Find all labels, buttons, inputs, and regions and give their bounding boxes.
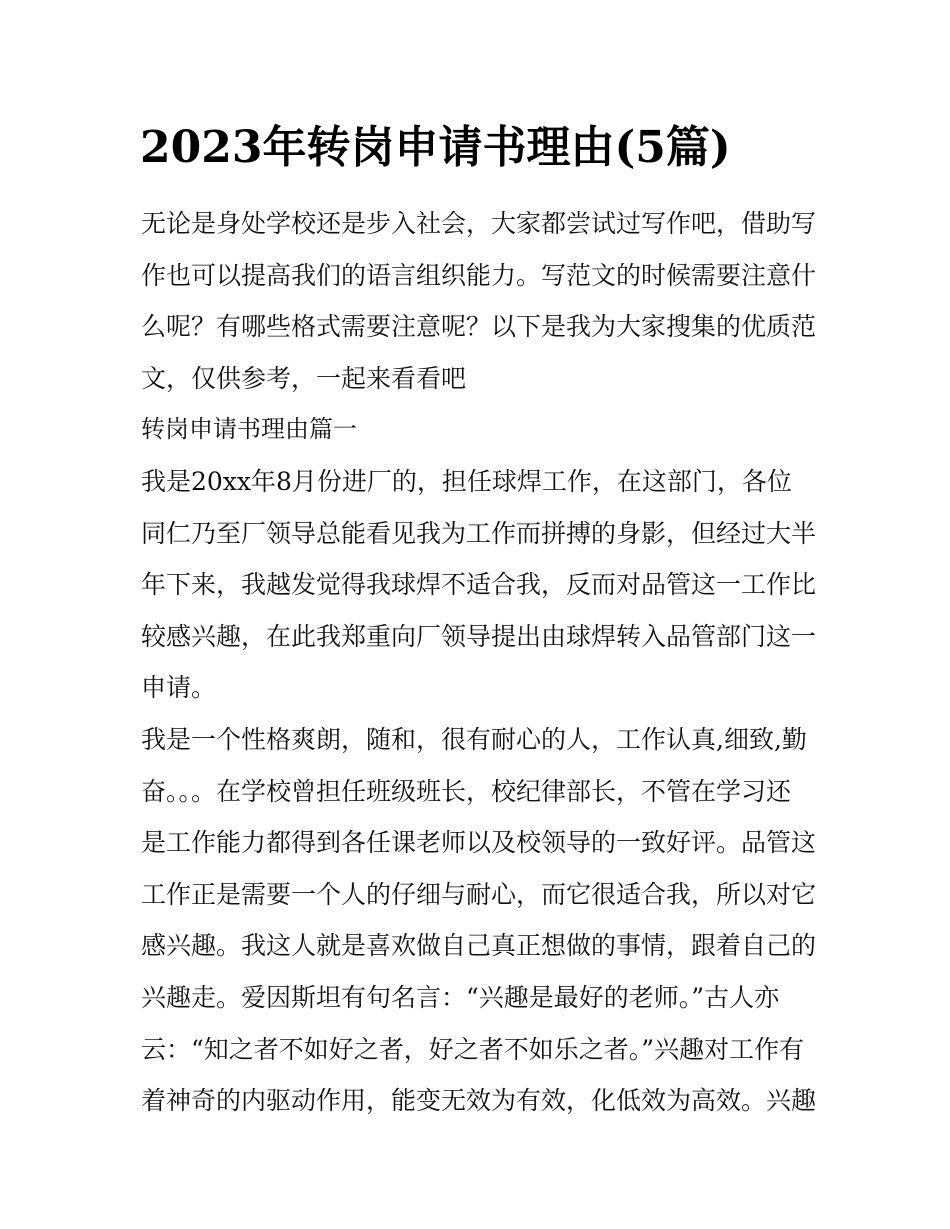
paragraph-2-line-8: 着神奇的内驱动作用，能变无效为有效，化低效为高效。兴趣 [141, 1086, 817, 1116]
document-title: 2023年转岗申请书理由(5篇) [140, 122, 731, 173]
section-heading-1: 转岗申请书理由篇一 [141, 415, 357, 444]
paragraph-1-line-4: 较感兴趣，在此我郑重向厂领导提出由球焊转入品管部门这一 [141, 621, 817, 651]
paragraph-1-line-2: 同仁乃至厂领导总能看见我为工作而拼搏的身影，但经过大半 [141, 518, 817, 548]
paragraph-2-line-6: 兴趣走。爱因斯坦有句名言：“兴趣是最好的老师。”古人亦 [141, 982, 780, 1012]
intro-line-2: 作也可以提高我们的语言组织能力。写范文的时候需要注意什 [141, 260, 817, 290]
intro-line-1: 无论是身处学校还是步入社会，大家都尝试过写作吧，借助写 [141, 209, 817, 238]
paragraph-2-line-4: 工作正是需要一个人的仔细与耐心，而它很适合我，所以对它 [141, 879, 817, 909]
intro-line-3: 么呢？有哪些格式需要注意呢？以下是我为大家搜集的优质范 [141, 312, 817, 342]
paragraph-1-line-5: 申请。 [141, 673, 217, 703]
document-body [141, 198, 821, 1127]
paragraph-2-line-7: 云：“知之者不如好之者，好之者不如乐之者。”兴趣对工作有 [141, 1034, 805, 1064]
paragraph-2-line-5: 感兴趣。我这人就是喜欢做自己真正想做的事情，跟着自己的 [141, 931, 817, 961]
intro-line-4: 文，仅供参考，一起来看看吧 [141, 363, 467, 393]
paragraph-2-line-1: 我是一个性格爽朗，随和，很有耐心的人，工作认真,细致,勤 [141, 724, 807, 754]
paragraph-2-line-2: 奋。。。在学校曾担任班级班长，校纪律部长，不管在学习还 [141, 776, 792, 806]
paragraph-2-line-3: 是工作能力都得到各任课老师以及校领导的一致好评。品管这 [141, 828, 817, 858]
paragraph-1-line-1: 我是20xx年8月份进厂的，担任球焊工作，在这部门，各位 [141, 466, 792, 496]
paragraph-1-line-3: 年下来，我越发觉得我球焊不适合我，反而对品管这一工作比 [141, 570, 817, 600]
